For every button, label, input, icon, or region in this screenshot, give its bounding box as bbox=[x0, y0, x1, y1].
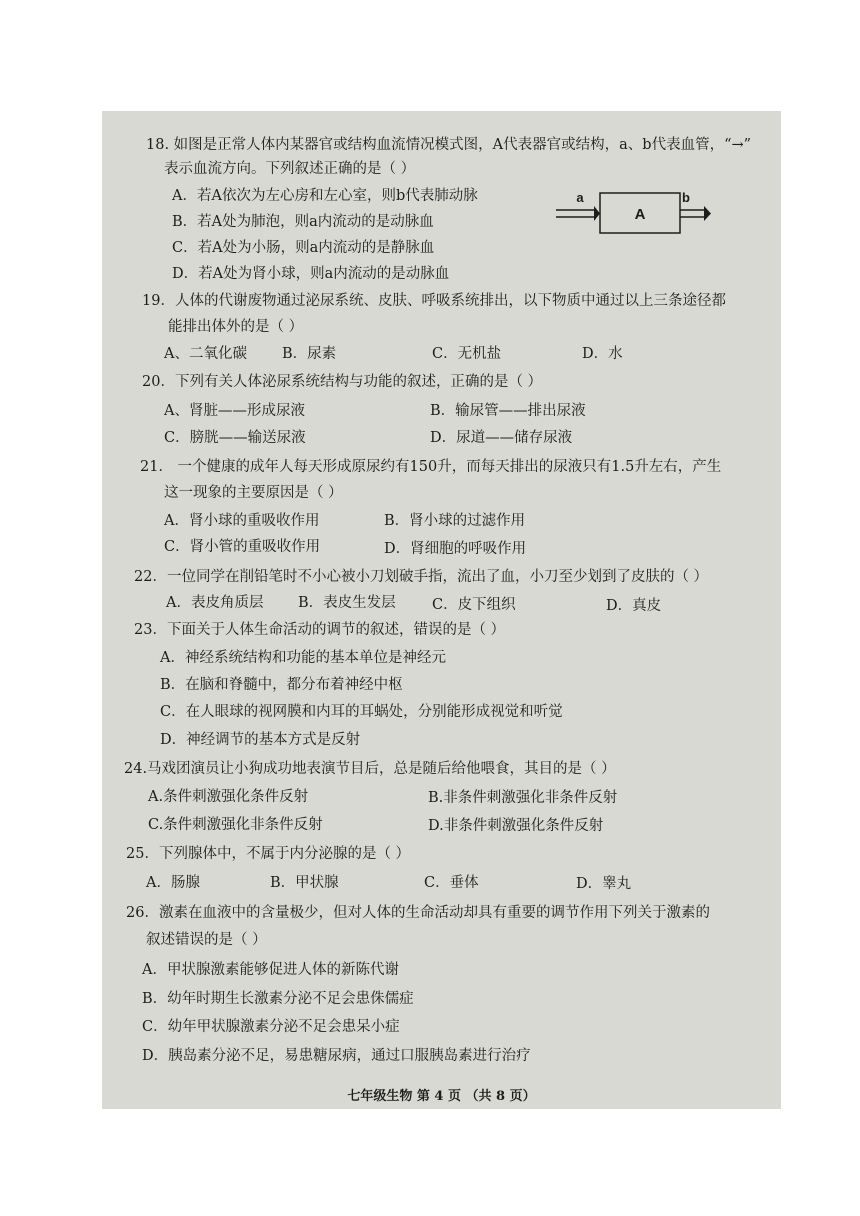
page-footer: 七年级生物 第 4 页 （共 8 页） bbox=[347, 1089, 536, 1104]
q24-option-c: C.条件刺激强化非条件反射 bbox=[148, 817, 323, 833]
q19-stem-line2: 能排出体外的是（ ） bbox=[168, 319, 304, 335]
q21-option-c: C．肾小管的重吸收作用 bbox=[164, 539, 321, 555]
q25-option-b: B．甲状腺 bbox=[270, 875, 339, 891]
q20-stem: 20．下列有关人体泌尿系统结构与功能的叙述，正确的是（ ） bbox=[142, 374, 543, 390]
q25-stem: 25．下列腺体中，不属于内分泌腺的是（ ） bbox=[126, 846, 411, 862]
q22-stem: 22．一位同学在削铅笔时不小心被小刀划破手指，流出了血，小刀至少划到了皮肤的（ ） bbox=[134, 569, 709, 585]
q19-option-a: A、二氧化碳 bbox=[164, 346, 247, 362]
q22-option-c: C．皮下组织 bbox=[432, 597, 516, 613]
q21-option-b: B．肾小球的过滤作用 bbox=[384, 513, 526, 529]
q26-option-a: A．甲状腺激素能够促进人体的新陈代谢 bbox=[142, 962, 399, 978]
q26-option-c: C．幼年甲状腺激素分泌不足会患呆小症 bbox=[142, 1019, 400, 1035]
q26-stem-line2: 叙述错误的是（ ） bbox=[146, 932, 267, 948]
q19-option-c: C．无机盐 bbox=[432, 346, 502, 362]
organ-box-label: A bbox=[634, 206, 646, 223]
q22-option-a: A．表皮角质层 bbox=[166, 595, 264, 611]
q26-option-d: D．胰岛素分泌不足，易患糖尿病，通过口服胰岛素进行治疗 bbox=[142, 1048, 531, 1064]
q22-option-b: B．表皮生发层 bbox=[298, 595, 396, 611]
q25-option-a: A．肠腺 bbox=[146, 875, 200, 891]
q21-option-a: A．肾小球的重吸收作用 bbox=[164, 513, 320, 529]
q20-option-d: D．尿道——储存尿液 bbox=[430, 430, 573, 446]
inflow-arrow-head bbox=[594, 206, 600, 221]
q23-option-c: C．在人眼球的视网膜和内耳的耳蜗处，分别能形成视觉和听觉 bbox=[160, 704, 563, 720]
q24-option-d: D.非条件刺激强化条件反射 bbox=[428, 818, 604, 834]
outflow-arrow-head bbox=[704, 206, 711, 221]
q23-option-d: D．神经调节的基本方式是反射 bbox=[160, 732, 361, 748]
q23-stem: 23．下面关于人体生命活动的调节的叙述，错误的是（ ） bbox=[134, 622, 506, 638]
q18-option-b: B．若A处为肺泡，则a内流动的是动脉血 bbox=[172, 214, 434, 230]
q25-option-c: C．垂体 bbox=[424, 875, 479, 891]
q20-option-c: C．膀胱——输送尿液 bbox=[164, 430, 306, 446]
q19-stem-line1: 19．人体的代谢废物通过泌尿系统、皮肤、呼吸系统排出，以下物质中通过以上三条途径都 bbox=[142, 293, 726, 309]
q26-option-b: B．幼年时期生长激素分泌不足会患侏儒症 bbox=[142, 991, 414, 1007]
blood-flow-diagram bbox=[554, 189, 714, 239]
q20-option-b: B．输尿管——排出尿液 bbox=[430, 403, 586, 419]
q18-stem-line2: 表示血流方向。下列叙述正确的是（ ） bbox=[164, 161, 416, 177]
q18-option-a: A．若A依次为左心房和左心室，则b代表肺动脉 bbox=[172, 188, 478, 204]
vessel-b-label: b bbox=[682, 190, 690, 205]
q24-stem: 24.马戏团演员让小狗成功地表演节目后，总是随后给他喂食，其目的是（ ） bbox=[124, 761, 616, 777]
q24-option-b: B.非条件刺激强化非条件反射 bbox=[428, 790, 618, 806]
q25-option-d: D．睾丸 bbox=[576, 876, 632, 892]
q21-stem-line1: 21． 一个健康的成年人每天形成原尿约有150升，而每天排出的尿液只有1.5升左右，产生 bbox=[140, 459, 722, 475]
exam-page bbox=[102, 111, 781, 1109]
vessel-a-label: a bbox=[576, 190, 584, 205]
q18-option-d: D．若A处为肾小球，则a内流动的是动脉血 bbox=[172, 266, 450, 282]
q19-option-d: D．水 bbox=[582, 346, 623, 362]
q18-stem-line1: 18. 如图是正常人体内某器官或结构血流情况模式图，A代表器官或结构，a、b代表血管，“→” bbox=[146, 137, 752, 153]
q21-option-d: D．肾细胞的呼吸作用 bbox=[384, 541, 527, 557]
q22-option-d: D．真皮 bbox=[606, 598, 662, 614]
q23-option-a: A．神经系统结构和功能的基本单位是神经元 bbox=[160, 650, 446, 666]
q18-option-c: C．若A处为小肠，则a内流动的是静脉血 bbox=[172, 240, 435, 256]
q26-stem-line1: 26．激素在血液中的含量极少，但对人体的生命活动却具有重要的调节作用下列关于激素的 bbox=[126, 905, 710, 921]
q24-option-a: A.条件刺激强化条件反射 bbox=[148, 789, 309, 805]
q21-stem-line2: 这一现象的主要原因是（ ） bbox=[164, 485, 343, 501]
q23-option-b: B．在脑和脊髓中，都分布着神经中枢 bbox=[160, 677, 403, 693]
q19-option-b: B．尿素 bbox=[282, 346, 337, 362]
q20-option-a: A、肾脏——形成尿液 bbox=[164, 403, 305, 419]
